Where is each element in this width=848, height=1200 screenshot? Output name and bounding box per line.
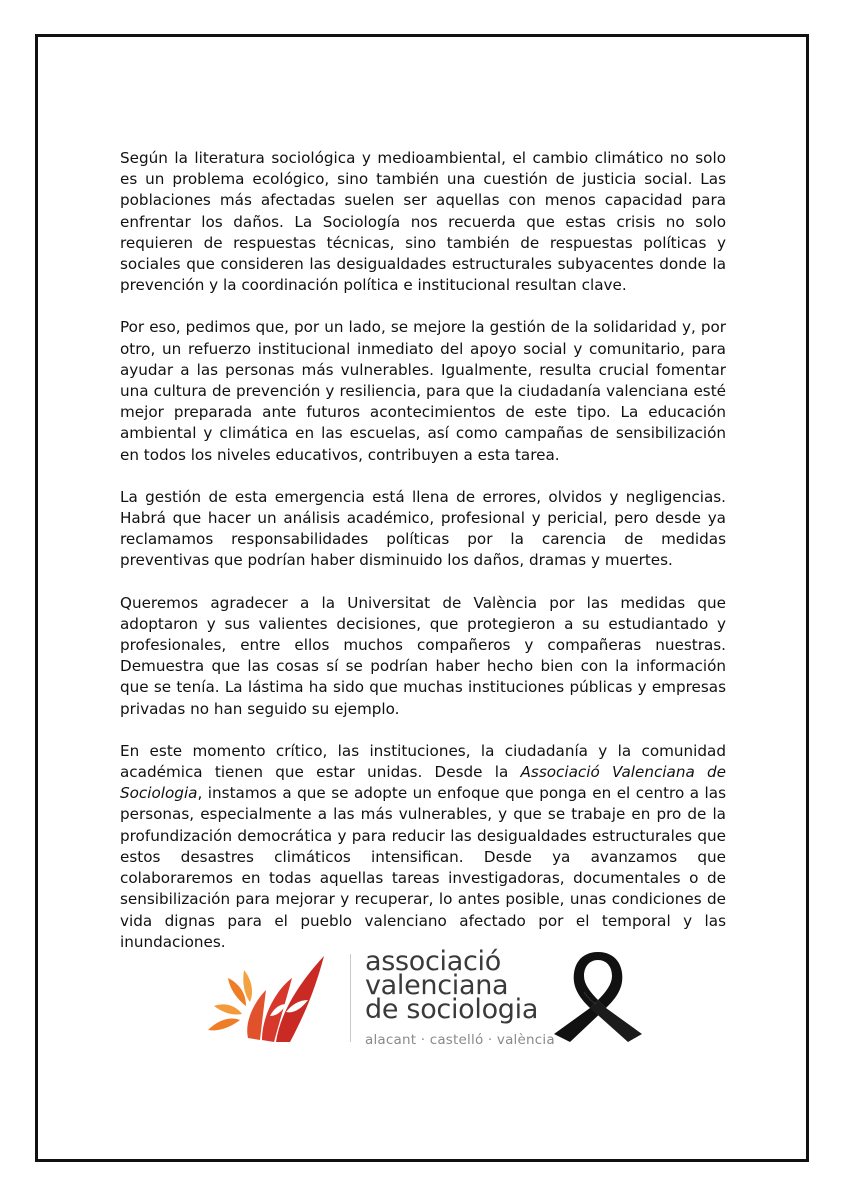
paragraph-2: Por eso, pedimos que, por un lado, se mejore la gestión de la solidaridad y, por otro, un refuerzo institucional inmediato del apoyo social y comunitario, para ayudar a las personas más vulnerables. Igualmente, resulta crucial fomentar una cultura de prevención y resiliencia, para que la ciudadanía valenciana esté mejor preparada ante futuros acontecimientos de este tipo. La educación ambiental y climática en las escuelas, así como campañas de sensibilización en todos los niveles educativos, contribuyen a esta tarea. [120, 318, 726, 464]
paragraph-1: Según la literatura sociológica y medioambiental, el cambio climático no solo es un problema ecológico, sino también una cuestión de justicia social. Las poblaciones más afectadas suelen ser aquellas con menos capacidad para enfrentar los daños. La Sociología nos recuerda que estas crisis no solo requieren de respuestas técnicas, sino también de respuestas políticas y sociales que consideren las desigualdades estructurales subyacentes donde la prevención y la coordinación política e institucional resultan clave. [120, 149, 726, 295]
association-name-italic: Associació Valenciana de Sociologia [120, 763, 726, 803]
paragraph-4: Queremos agradecer a la Universitat de València por las medidas que adoptaron y sus valientes decisiones, que protegieron a su estudiantado y profesionales, entre ellos muchos compañeros y compañeras nuestras. Demuestra que las cosas sí se podrían haber hecho bien con la información que se tenía. La lástima ha sido que muchas instituciones públicas y empresas privadas no han seguido su ejemplo. [120, 593, 726, 718]
logo-line-3: de sociologia [365, 994, 539, 1025]
flame-leaves-icon [200, 950, 340, 1046]
logo-wordmark [365, 946, 555, 1050]
mourning-ribbon-icon [550, 948, 646, 1044]
paragraph-5-start: En este momento crítico, las instituciones, la ciudadanía y la comunidad académica tienen que estar unidas. Desde la [120, 741, 726, 782]
logo-line-1: associació [365, 946, 501, 977]
logo-divider [350, 954, 351, 1042]
logo-subtitle: alacant · castelló · valència [365, 1032, 555, 1048]
paragraph-5 [120, 741, 726, 953]
paragraph-3: La gestión de esta emergencia está llena de errores, olvidos y negligencias. Habrá que hacer un análisis académico, profesional y pericial, pero desde ya reclamamos responsabilidades políticas por la carencia de medidas preventivas que podrían haber disminuido los daños, dramas y muertes. [120, 487, 726, 570]
logo-line-2: valenciana [365, 970, 509, 1001]
paragraph-5-end: , instamos a que se adopte un enfoque que ponga en el centro a las personas, especialmente a las más vulnerables, y que se trabaje en pro de la profundización democrática y para reducir las desigualdades estructurales que estos desastres climáticos intensifican. Desde ya avanzamos que colaboraremos en todas aquellas tareas investigadoras, documentales o de sensibilización para mejorar y recuperar, lo antes posible, unas condiciones de vida dignas para el pueblo valenciano afectado por el temporal y las inundaciones. [120, 784, 726, 951]
statement-body [120, 148, 726, 977]
